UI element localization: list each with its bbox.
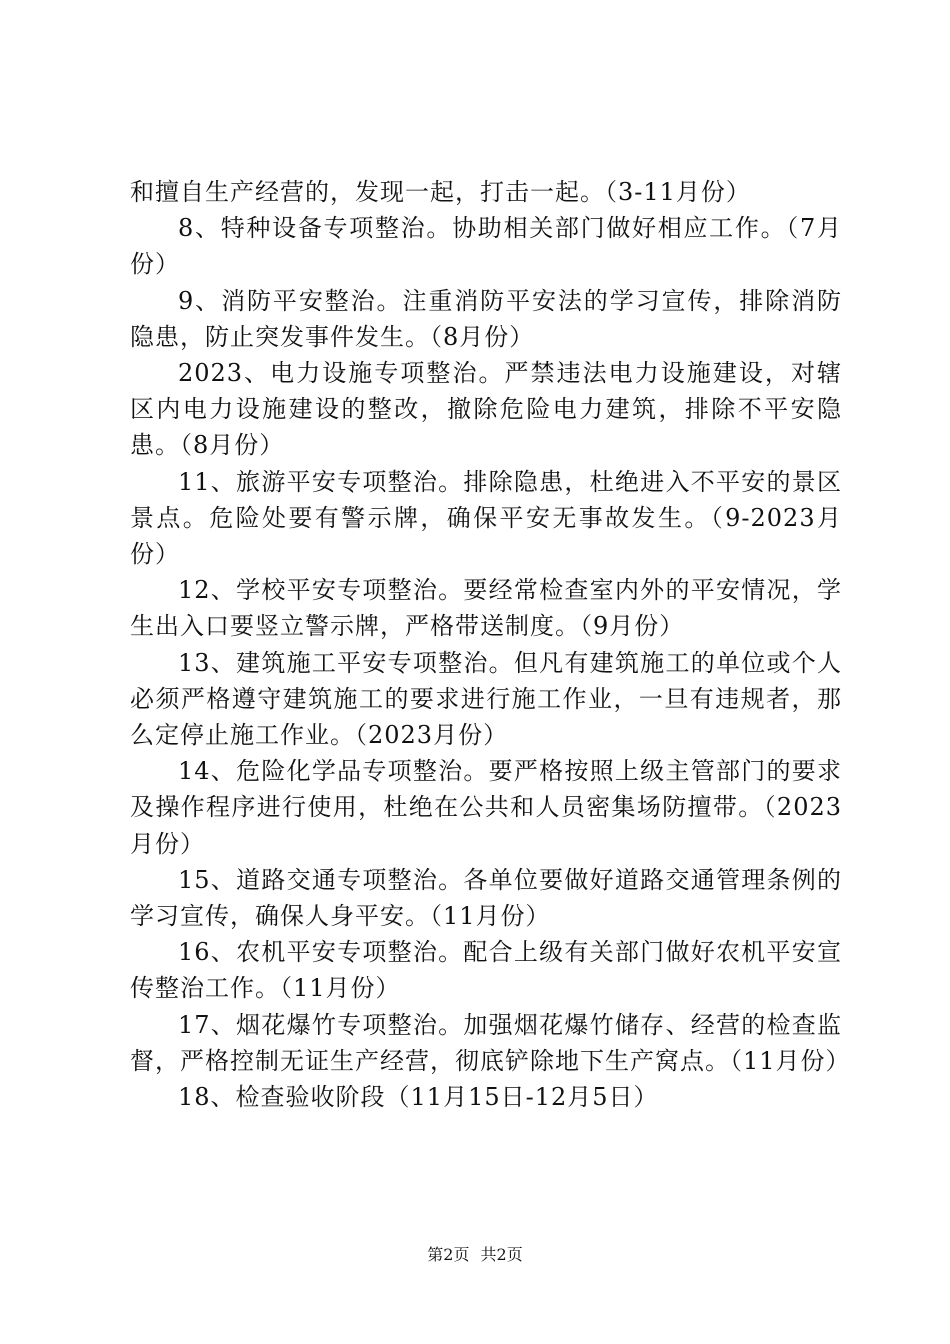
page-total: 共2页 <box>480 1245 523 1264</box>
paragraph-continuation: 和擅自生产经营的，发现一起，打击一起。（3-11月份） <box>130 178 751 206</box>
paragraph-item-9: 9、消防平安整治。注重消防平安法的学习宣传，排除消防隐患，防止突发事件发生。（8月份） <box>130 286 842 351</box>
paragraph-item-13: 13、建筑施工平安专项整治。但凡有建筑施工的单位或个人必须严格遵守建筑施工的要求进行施工作业，一旦有违规者，那么定停止施工作业。（2023月份） <box>130 648 842 750</box>
paragraph-item-12: 12、学校平安专项整治。要经常检查室内外的平安情况，学生出入口要竖立警示牌，严格带送制度。（9月份） <box>130 576 842 641</box>
paragraph-item-17: 17、烟花爆竹专项整治。加强烟花爆竹储存、经营的检查监督，严格控制无证生产经营，彻底铲除地下生产窝点。（11月份） <box>130 1010 851 1075</box>
paragraph-item-16: 16、农机平安专项整治。配合上级有关部门做好农机平安宣传整治工作。（11月份） <box>130 938 842 1003</box>
paragraph-item-10: 2023、电力设施专项整治。严禁违法电力设施建设，对辖区内电力设施建设的整改，撤除危险电力建筑，排除不平安隐患。（8月份） <box>130 359 842 460</box>
paragraph-item-11: 11、旅游平安专项整治。排除隐患，杜绝进入不平安的景区景点。危险处要有警示牌，确保平安无事故发生。（9-2023月份） <box>130 467 842 569</box>
paragraph-item-8: 8、特种设备专项整治。协助相关部门做好相应工作。（7月份） <box>130 214 842 279</box>
page-number: 第2页 <box>427 1245 470 1264</box>
page-footer <box>0 1245 950 1265</box>
paragraph-item-18: 18、检查验收阶段（11月15日-12月5日） <box>178 1083 659 1112</box>
document-body <box>130 174 851 1115</box>
paragraph-item-15: 15、道路交通专项整治。各单位要做好道路交通管理条例的学习宣传，确保人身平安。（11月份） <box>130 865 842 931</box>
paragraph-item-14: 14、危险化学品专项整治。要严格按照上级主管部门的要求及操作程序进行使用，杜绝在公共和人员密集场防擅带。（2023月份） <box>130 757 842 858</box>
